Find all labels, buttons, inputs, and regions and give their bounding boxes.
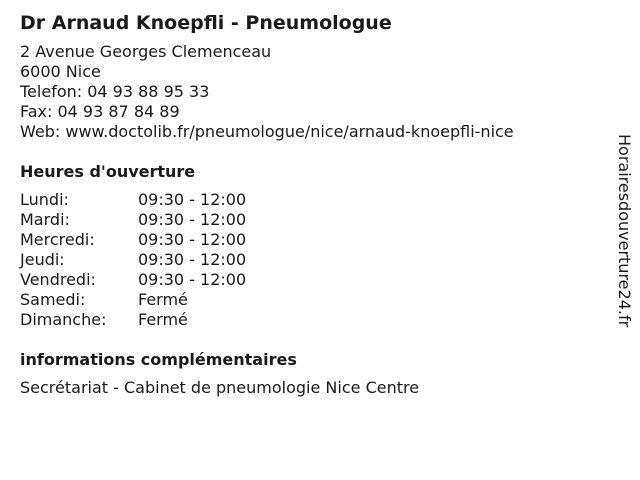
hours-row-tuesday — [20, 210, 600, 230]
web-line: Web: www.doctolib.fr/pneumologue/nice/arnaud-knoepfli-nice — [20, 122, 514, 141]
day-label: Vendredi: — [20, 270, 96, 289]
practice-card — [20, 10, 600, 398]
time-value: 09:30 - 12:00 — [138, 230, 247, 249]
time-value: Fermé — [138, 290, 188, 309]
hours-row-monday — [20, 190, 600, 210]
additional-info-title: informations complémentaires — [20, 350, 297, 369]
fax-line: Fax: 04 93 87 84 89 — [20, 102, 180, 121]
time-value: 09:30 - 12:00 — [138, 250, 247, 269]
hours-row-saturday — [20, 290, 600, 310]
site-watermark: Horairesdouverture24.fr — [615, 134, 634, 328]
time-value: 09:30 - 12:00 — [138, 270, 247, 289]
time-value: 09:30 - 12:00 — [138, 210, 247, 229]
day-label: Mardi: — [20, 210, 70, 229]
time-value: 09:30 - 12:00 — [138, 190, 247, 209]
hours-row-friday — [20, 270, 600, 290]
address-line-2: 6000 Nice — [20, 62, 101, 81]
day-label: Samedi: — [20, 290, 86, 309]
opening-hours-list — [20, 190, 600, 330]
hours-row-thursday — [20, 250, 600, 270]
day-label: Lundi: — [20, 190, 69, 209]
additional-info-text: Secrétariat - Cabinet de pneumologie Nice Centre — [20, 378, 420, 397]
day-label: Mercredi: — [20, 230, 95, 249]
hours-row-sunday — [20, 310, 600, 330]
phone-line: Telefon: 04 93 88 95 33 — [20, 82, 210, 101]
hours-row-wednesday — [20, 230, 600, 250]
page-title: Dr Arnaud Knoepfli - Pneumologue — [20, 12, 392, 34]
opening-hours-title: Heures d'ouverture — [20, 162, 196, 181]
day-label: Jeudi: — [20, 250, 65, 269]
day-label: Dimanche: — [20, 310, 107, 329]
time-value: Fermé — [138, 310, 188, 329]
address-line-1: 2 Avenue Georges Clemenceau — [20, 42, 272, 61]
